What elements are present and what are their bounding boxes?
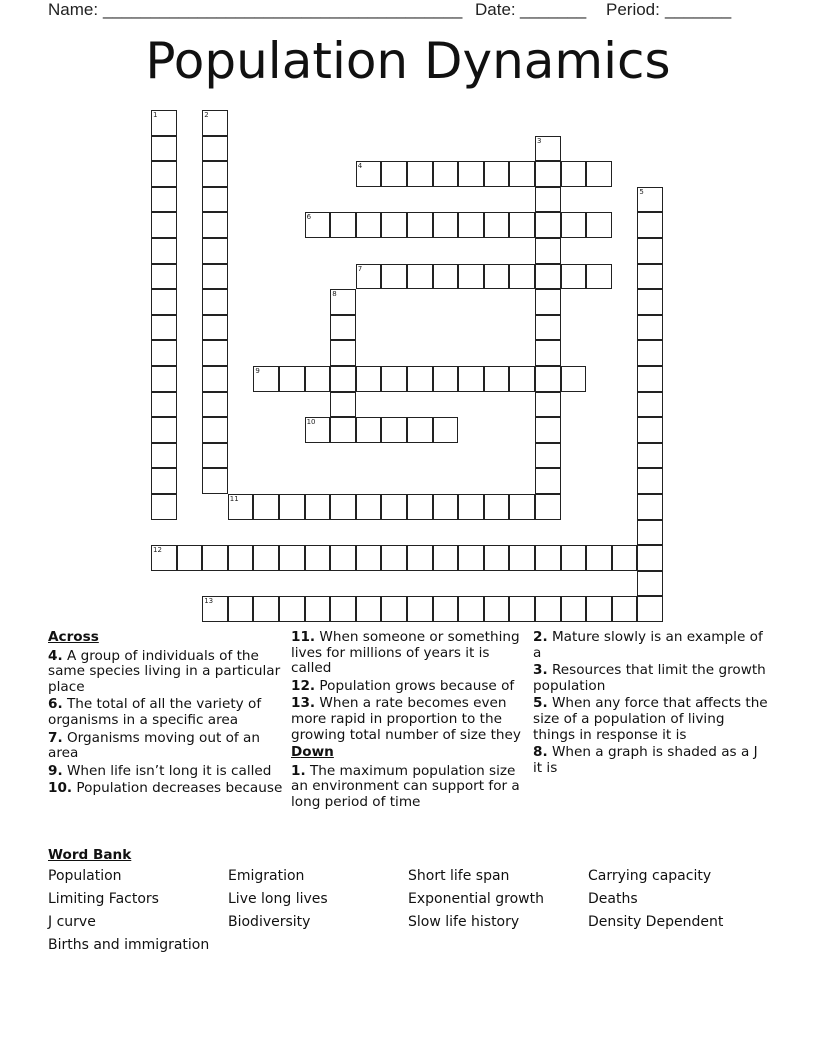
crossword-cell[interactable]	[484, 494, 510, 520]
crossword-cell[interactable]	[509, 545, 535, 571]
crossword-cell[interactable]	[535, 417, 561, 443]
crossword-cell[interactable]	[407, 417, 433, 443]
clue	[291, 630, 527, 677]
crossword-cell[interactable]	[330, 392, 356, 418]
crossword-cell[interactable]	[561, 596, 587, 622]
crossword-cell[interactable]	[151, 110, 177, 136]
crossword-cell[interactable]	[509, 212, 535, 238]
crossword-cell[interactable]	[612, 596, 638, 622]
crossword-cell[interactable]	[586, 264, 612, 290]
page-title: Population Dynamics	[145, 32, 671, 90]
word-bank-item: Live long lives	[228, 891, 328, 907]
crossword-cell[interactable]	[433, 366, 459, 392]
crossword-cell[interactable]	[484, 212, 510, 238]
crossword-cell[interactable]	[381, 494, 407, 520]
crossword-cell[interactable]	[381, 366, 407, 392]
clue-number: 10	[306, 418, 316, 427]
crossword-cell[interactable]	[586, 545, 612, 571]
crossword-cell[interactable]	[637, 315, 663, 341]
crossword-cell[interactable]	[535, 366, 561, 392]
crossword-cell[interactable]	[356, 161, 382, 187]
crossword-cell[interactable]	[202, 238, 228, 264]
crossword-cell[interactable]	[177, 545, 203, 571]
crossword-cell[interactable]	[535, 596, 561, 622]
clue	[533, 745, 769, 776]
crossword-cell[interactable]	[484, 161, 510, 187]
clue-number: 8	[332, 290, 337, 299]
clue-number: 6.	[48, 696, 63, 713]
crossword-cell[interactable]	[356, 494, 382, 520]
crossword-cell[interactable]	[151, 468, 177, 494]
crossword-cell[interactable]	[535, 494, 561, 520]
crossword-cell[interactable]	[381, 417, 407, 443]
crossword-cell[interactable]	[637, 494, 663, 520]
crossword-cell[interactable]	[151, 340, 177, 366]
word-bank-item: Limiting Factors	[48, 891, 159, 907]
date-label: Date:	[475, 0, 516, 19]
crossword-cell[interactable]	[305, 366, 331, 392]
crossword-cell[interactable]	[637, 443, 663, 469]
clue-number: 1.	[291, 762, 306, 779]
crossword-cell[interactable]	[253, 545, 279, 571]
crossword-cell[interactable]	[484, 545, 510, 571]
crossword-cell[interactable]	[458, 545, 484, 571]
clue-text: A group of individuals of the same species living in a particular place	[48, 647, 281, 695]
clue-number: 12.	[291, 677, 316, 694]
crossword-cell[interactable]	[253, 494, 279, 520]
crossword-cell[interactable]	[151, 136, 177, 162]
crossword-cell[interactable]	[202, 392, 228, 418]
crossword-cell[interactable]	[458, 264, 484, 290]
down-heading: Down	[291, 744, 334, 761]
clue	[48, 649, 284, 696]
crossword-cell[interactable]	[202, 417, 228, 443]
clue-text: The maximum population size an environment can support for a long period of time	[291, 762, 520, 810]
crossword-cell[interactable]	[458, 212, 484, 238]
crossword-cell[interactable]	[535, 443, 561, 469]
crossword-cell[interactable]	[433, 545, 459, 571]
crossword-cell[interactable]	[330, 494, 356, 520]
word-bank-item: Slow life history	[408, 914, 520, 930]
crossword-cell[interactable]	[509, 161, 535, 187]
crossword-cell[interactable]	[535, 212, 561, 238]
crossword-cell[interactable]	[458, 596, 484, 622]
clue-text: When any force that affects the size of a population of living things in response it is	[533, 695, 768, 743]
clue	[48, 781, 284, 797]
clue-number: 6	[306, 213, 312, 222]
crossword-cell[interactable]	[484, 264, 510, 290]
crossword-cell[interactable]	[202, 315, 228, 341]
clue-text: Mature slowly is an example of a	[533, 629, 763, 661]
crossword-cell[interactable]	[586, 161, 612, 187]
clue-number: 9.	[48, 762, 63, 779]
clue-number: 10.	[48, 780, 73, 797]
crossword-cell[interactable]	[330, 366, 356, 392]
clue-number: 3	[537, 136, 542, 145]
crossword-cell[interactable]	[637, 468, 663, 494]
word-bank-item: Population	[48, 868, 122, 884]
crossword-cell[interactable]	[305, 494, 331, 520]
clue-text: Resources that limit the growth population	[533, 662, 766, 694]
crossword-cell[interactable]	[535, 238, 561, 264]
clue	[533, 663, 769, 694]
clue-number: 4	[357, 162, 363, 171]
crossword-cell[interactable]	[637, 520, 663, 546]
crossword-cell[interactable]	[202, 136, 228, 162]
clue-number: 9	[255, 367, 260, 375]
crossword-cell[interactable]	[151, 289, 177, 315]
word-bank-item: Carrying capacity	[588, 868, 712, 884]
crossword-cell[interactable]	[330, 545, 356, 571]
crossword-cell[interactable]	[433, 161, 459, 187]
crossword-cell[interactable]	[202, 161, 228, 187]
date-field[interactable]: _______	[520, 0, 587, 19]
crossword-cell[interactable]	[356, 366, 382, 392]
clue-text: When someone or something lives for millions of years it is called	[291, 629, 520, 677]
crossword-cell[interactable]	[535, 468, 561, 494]
crossword-cell[interactable]	[407, 494, 433, 520]
crossword-cell[interactable]	[151, 212, 177, 238]
word-bank-item: Exponential growth	[408, 891, 544, 907]
crossword-cell[interactable]	[535, 136, 561, 162]
clue-text: When a rate becomes even more rapid in proportion to the growing total number of size they	[291, 695, 521, 743]
crossword-cell[interactable]	[637, 264, 663, 290]
crossword-cell[interactable]	[253, 366, 279, 392]
clue-number: 4.	[48, 647, 63, 664]
clue-number: 3.	[533, 662, 548, 679]
crossword-cell[interactable]	[279, 545, 305, 571]
crossword-cell[interactable]	[253, 596, 279, 622]
crossword-cell[interactable]	[202, 289, 228, 315]
crossword-cell[interactable]	[561, 366, 587, 392]
clue-number: 2	[204, 111, 209, 119]
crossword-cell[interactable]	[381, 264, 407, 290]
word-bank-item: Short life span	[408, 868, 510, 884]
crossword-cell[interactable]	[202, 366, 228, 392]
clue	[533, 696, 769, 743]
crossword-cell[interactable]	[612, 545, 638, 571]
crossword-cell[interactable]	[637, 340, 663, 366]
clue-text: Population grows because of	[315, 677, 515, 694]
clue	[48, 731, 284, 762]
crossword-cell[interactable]	[637, 596, 663, 622]
crossword-cell[interactable]	[356, 545, 382, 571]
clue-number: 12	[153, 546, 162, 555]
word-bank-item: J curve	[48, 914, 96, 930]
crossword-cell[interactable]	[407, 545, 433, 571]
crossword-cell[interactable]	[433, 264, 459, 290]
crossword-cell[interactable]	[407, 596, 433, 622]
crossword-cell[interactable]	[484, 596, 510, 622]
crossword-cell[interactable]	[202, 596, 228, 622]
crossword-cell[interactable]	[458, 366, 484, 392]
clue-number: 7	[357, 264, 363, 273]
clue-number: 7.	[48, 729, 63, 746]
name-field[interactable]: ______________________________________	[103, 0, 463, 19]
crossword-cell[interactable]	[535, 289, 561, 315]
word-bank-item: Births and immigration	[48, 937, 210, 953]
clue-text: Population decreases because	[72, 780, 283, 797]
crossword-cell[interactable]	[202, 340, 228, 366]
clue-number: 5	[639, 187, 644, 196]
crossword-cell[interactable]	[228, 545, 254, 571]
crossword-cell[interactable]	[228, 596, 254, 622]
crossword-cell[interactable]	[151, 315, 177, 341]
period-label: Period:	[606, 0, 660, 19]
word-bank-item: Deaths	[588, 891, 638, 907]
clue	[533, 630, 769, 661]
clue-number: 5.	[533, 695, 548, 712]
crossword-cell[interactable]	[305, 545, 331, 571]
crossword-cell[interactable]	[637, 392, 663, 418]
clue-number: 1	[153, 111, 158, 119]
crossword-cell[interactable]	[407, 366, 433, 392]
clues-column-3	[533, 630, 769, 778]
crossword-cell[interactable]	[279, 366, 305, 392]
crossword-cell[interactable]	[535, 340, 561, 366]
word-bank-item: Emigration	[228, 868, 305, 884]
clue	[291, 679, 527, 695]
clue-text: Organisms moving out of an area	[48, 729, 260, 762]
clues-column-1	[48, 630, 284, 799]
word-bank-item: Density Dependent	[588, 914, 724, 930]
crossword-cell[interactable]	[202, 443, 228, 469]
crossword-cell[interactable]	[637, 187, 663, 213]
crossword-cell[interactable]	[535, 264, 561, 290]
crossword-cell[interactable]	[151, 187, 177, 213]
clues-column-2	[291, 630, 527, 813]
clue-number: 11.	[291, 629, 316, 645]
clue-number: 11	[229, 495, 239, 503]
crossword-cell[interactable]	[151, 443, 177, 469]
crossword-cell[interactable]	[509, 596, 535, 622]
crossword-cell[interactable]	[381, 161, 407, 187]
clue-text: When a graph is shaded as a J it is	[533, 744, 758, 776]
crossword-cell[interactable]	[586, 212, 612, 238]
crossword-cell[interactable]	[484, 366, 510, 392]
crossword-cell[interactable]	[330, 315, 356, 341]
crossword-cell[interactable]	[202, 468, 228, 494]
crossword-cell[interactable]	[151, 161, 177, 187]
name-label: Name:	[48, 0, 99, 19]
crossword-cell[interactable]	[637, 545, 663, 571]
crossword-cell[interactable]	[330, 340, 356, 366]
crossword-cell[interactable]	[330, 212, 356, 238]
crossword-cell[interactable]	[330, 596, 356, 622]
crossword-cell[interactable]	[356, 596, 382, 622]
clue	[291, 764, 527, 811]
crossword-cell[interactable]	[151, 494, 177, 520]
crossword-cell[interactable]	[151, 264, 177, 290]
crossword-cell[interactable]	[202, 264, 228, 290]
crossword-cell[interactable]	[202, 187, 228, 213]
crossword-cell[interactable]	[151, 417, 177, 443]
crossword-cell[interactable]	[381, 596, 407, 622]
crossword-cell[interactable]	[535, 315, 561, 341]
clue	[48, 697, 284, 728]
crossword-cell[interactable]	[330, 289, 356, 315]
clue-number: 2.	[533, 629, 548, 645]
across-heading: Across	[48, 629, 99, 645]
crossword-cell[interactable]	[637, 366, 663, 392]
crossword-cell[interactable]	[586, 596, 612, 622]
crossword-cell[interactable]	[202, 110, 228, 136]
crossword-cell[interactable]	[637, 571, 663, 597]
crossword-cell[interactable]	[561, 161, 587, 187]
crossword-cell[interactable]	[509, 366, 535, 392]
clue-number: 13	[204, 597, 214, 606]
crossword-cell[interactable]	[356, 264, 382, 290]
crossword-cell[interactable]	[561, 545, 587, 571]
crossword-cell[interactable]	[151, 392, 177, 418]
crossword-cell[interactable]	[535, 161, 561, 187]
crossword-cell[interactable]	[356, 212, 382, 238]
crossword-cell[interactable]	[637, 417, 663, 443]
crossword-cell[interactable]	[305, 596, 331, 622]
crossword-cell[interactable]	[202, 212, 228, 238]
crossword-cell[interactable]	[433, 212, 459, 238]
clue-number: 8.	[533, 744, 548, 761]
crossword-cell[interactable]	[535, 545, 561, 571]
crossword-cell[interactable]	[279, 494, 305, 520]
crossword-cell[interactable]	[561, 212, 587, 238]
crossword-cell[interactable]	[637, 289, 663, 315]
crossword-cell[interactable]	[151, 366, 177, 392]
clue-text: The total of all the variety of organisms in a specific area	[48, 696, 262, 728]
crossword-cell[interactable]	[151, 545, 177, 571]
crossword-cell[interactable]	[535, 392, 561, 418]
crossword-cell[interactable]	[509, 494, 535, 520]
crossword-cell[interactable]	[458, 161, 484, 187]
clue	[291, 696, 527, 743]
clue-number: 13.	[291, 695, 316, 712]
crossword-cell[interactable]	[509, 264, 535, 290]
word-bank-heading: Word Bank	[48, 847, 132, 863]
clue	[48, 764, 284, 780]
crossword-cell[interactable]	[407, 264, 433, 290]
crossword-cell[interactable]	[228, 494, 254, 520]
crossword-cell[interactable]	[433, 417, 459, 443]
clue-text: When life isn’t long it is called	[62, 762, 272, 779]
crossword-cell[interactable]	[330, 417, 356, 443]
crossword-cell[interactable]	[407, 161, 433, 187]
crossword-cell[interactable]	[305, 212, 331, 238]
crossword-cell[interactable]	[279, 596, 305, 622]
crossword-cell[interactable]	[381, 212, 407, 238]
crossword-cell[interactable]	[561, 264, 587, 290]
crossword-cell[interactable]	[637, 212, 663, 238]
crossword-cell[interactable]	[637, 238, 663, 264]
crossword-cell[interactable]	[407, 212, 433, 238]
period-field[interactable]: _______	[665, 0, 732, 19]
word-bank-item: Biodiversity	[228, 914, 311, 930]
crossword-cell[interactable]	[202, 545, 228, 571]
crossword-cell[interactable]	[458, 494, 484, 520]
crossword-cell[interactable]	[433, 596, 459, 622]
crossword-cell[interactable]	[381, 545, 407, 571]
crossword-cell[interactable]	[356, 417, 382, 443]
crossword-cell[interactable]	[535, 187, 561, 213]
crossword-cell[interactable]	[305, 417, 331, 443]
crossword-cell[interactable]	[433, 494, 459, 520]
crossword-cell[interactable]	[151, 238, 177, 264]
